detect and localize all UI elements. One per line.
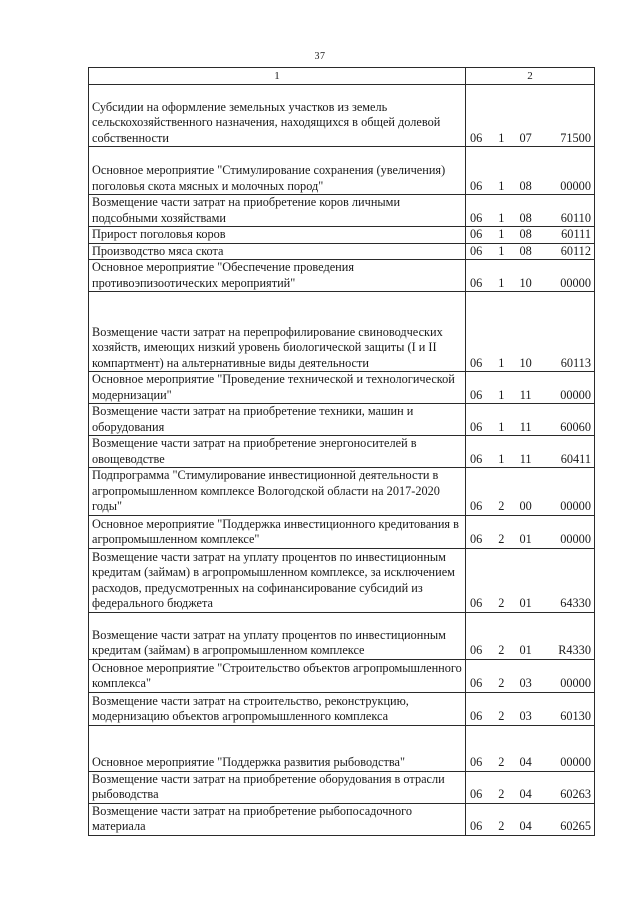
- table-row: [89, 771, 595, 803]
- code-subprogram: 1: [498, 178, 505, 193]
- code-event: 01: [519, 532, 532, 546]
- row-name: Основное мероприятие "Стимулирование сохранения (увеличения) поголовья скота мясных и молочных пород": [89, 147, 466, 195]
- code-event: 04: [519, 755, 532, 769]
- code-direction: 60111: [561, 227, 591, 241]
- code-subprogram: 1: [498, 210, 505, 225]
- code-program: 06: [470, 275, 483, 290]
- header-col-1: 1: [89, 68, 466, 85]
- code-program: 06: [470, 355, 483, 370]
- code-program: 06: [470, 178, 483, 193]
- row-name: Основное мероприятие "Строительство объектов агропромышленного комплекса": [89, 659, 466, 692]
- page-number: 37: [314, 51, 326, 62]
- row-name: Возмещение части затрат на приобретение техники, машин и оборудования: [89, 404, 466, 436]
- header-col-2: 2: [466, 68, 595, 85]
- row-code: [466, 195, 595, 227]
- classification-code: [469, 532, 591, 548]
- code-program: 06: [470, 643, 483, 657]
- table-row: [89, 468, 595, 516]
- code-direction: 00000: [560, 676, 591, 690]
- code-subprogram: 1: [498, 227, 505, 241]
- row-name: Возмещение части затрат на приобретение рыбопосадочного материала: [89, 803, 466, 835]
- code-event: 10: [519, 275, 532, 290]
- table-row: [89, 243, 595, 260]
- row-code: [466, 85, 595, 147]
- code-direction: R4330: [558, 643, 591, 657]
- classification-code: [469, 643, 591, 659]
- table-row: [89, 292, 595, 372]
- table-row: [89, 725, 595, 771]
- code-direction: 60265: [560, 819, 591, 833]
- code-subprogram: 2: [498, 787, 505, 801]
- row-code: [466, 372, 595, 404]
- classification-code: [469, 787, 591, 803]
- code-subprogram: 2: [498, 676, 505, 690]
- table-row: [89, 85, 595, 147]
- code-event: 08: [519, 227, 532, 241]
- classification-code: [469, 452, 591, 468]
- code-direction: 71500: [560, 130, 591, 145]
- code-event: 08: [519, 243, 532, 258]
- row-name: Возмещение части затрат на строительство, реконструкцию, модернизацию объектов агропромышленного комплекса: [89, 692, 466, 725]
- classification-code: [469, 244, 591, 260]
- row-code: [466, 468, 595, 516]
- code-direction: 00000: [560, 755, 591, 769]
- code-subprogram: 1: [498, 419, 505, 434]
- code-event: 04: [519, 819, 532, 833]
- code-subprogram: 1: [498, 130, 505, 145]
- code-event: 08: [519, 178, 532, 193]
- code-event: 01: [519, 643, 532, 657]
- classification-code: [469, 211, 591, 227]
- code-direction: 60112: [560, 243, 591, 258]
- row-code: [466, 436, 595, 468]
- code-program: 06: [470, 451, 483, 466]
- row-code: [466, 803, 595, 835]
- table-row: [89, 659, 595, 692]
- row-code: [466, 612, 595, 659]
- table-row: [89, 548, 595, 612]
- code-program: 06: [470, 499, 483, 513]
- row-code: [466, 771, 595, 803]
- code-event: 03: [519, 709, 532, 723]
- row-name: Возмещение части затрат на приобретение энергоносителей в овощеводстве: [89, 436, 466, 468]
- code-event: 11: [519, 451, 532, 466]
- code-subprogram: 2: [498, 709, 505, 723]
- table-row: [89, 227, 595, 244]
- classification-code: [469, 227, 591, 243]
- code-event: 11: [519, 419, 532, 434]
- row-code: [466, 725, 595, 771]
- row-code: [466, 292, 595, 372]
- classification-code: [469, 356, 591, 372]
- code-program: 06: [470, 210, 483, 225]
- row-name: Возмещение части затрат на приобретение коров личными подсобными хозяйствами: [89, 195, 466, 227]
- classification-code: [469, 709, 591, 725]
- table-row: [89, 515, 595, 548]
- code-event: 04: [519, 787, 532, 801]
- row-name: Подпрограмма "Стимулирование инвестиционной деятельности в агропромышленном комплексе Вологодской области на 2017-2020 годы": [89, 468, 466, 516]
- row-name: Возмещение части затрат на перепрофилирование свиноводческих хозяйств, имеющих низкий уровень биологической защиты (I и II компартмент) на альтернативные виды деятельности: [89, 292, 466, 372]
- code-subprogram: 1: [498, 451, 505, 466]
- code-direction: 60113: [560, 355, 591, 370]
- classification-code: [469, 596, 591, 612]
- code-subprogram: 1: [498, 243, 505, 258]
- row-name: Возмещение части затрат на уплату процентов по инвестиционным кредитам (займам) в агропромышленном комплексе, за исключением расходов, предусмотренных на софинансирование субсидий из федерального бюджета: [89, 548, 466, 612]
- classification-code: [469, 819, 591, 835]
- code-program: 06: [470, 130, 483, 145]
- code-event: 01: [519, 596, 532, 610]
- row-code: [466, 548, 595, 612]
- row-code: [466, 404, 595, 436]
- table-row: [89, 436, 595, 468]
- code-program: 06: [470, 676, 483, 690]
- code-direction: 60263: [560, 787, 591, 801]
- classification-code: [469, 131, 591, 147]
- classification-code: [469, 276, 591, 292]
- table-row: [89, 195, 595, 227]
- row-name: Основное мероприятие "Проведение технической и технологической модернизации": [89, 372, 466, 404]
- table-row: [89, 147, 595, 195]
- row-name: Прирост поголовья коров: [89, 227, 466, 244]
- code-event: 03: [519, 676, 532, 690]
- code-direction: 60060: [560, 419, 591, 434]
- code-subprogram: 2: [498, 819, 505, 833]
- code-direction: 60130: [560, 709, 591, 723]
- code-direction: 00000: [560, 387, 591, 402]
- code-direction: 00000: [560, 275, 591, 290]
- code-subprogram: 2: [498, 755, 505, 769]
- row-name: Основное мероприятие "Обеспечение проведения противоэпизоотических мероприятий": [89, 260, 466, 292]
- table-row: [89, 372, 595, 404]
- code-program: 06: [470, 787, 483, 801]
- code-direction: 60411: [560, 451, 591, 466]
- table-row: [89, 404, 595, 436]
- code-subprogram: 2: [498, 643, 505, 657]
- code-program: 06: [470, 419, 483, 434]
- code-program: 06: [470, 227, 483, 241]
- row-name: Возмещение части затрат на уплату процентов по инвестиционным кредитам (займам) в агропромышленном комплексе: [89, 612, 466, 659]
- row-code: [466, 243, 595, 260]
- row-code: [466, 260, 595, 292]
- code-program: 06: [470, 387, 483, 402]
- row-name: Возмещение части затрат на приобретение оборудования в отрасли рыбоводства: [89, 771, 466, 803]
- classification-code: [469, 179, 591, 195]
- classification-code: [469, 676, 591, 692]
- code-direction: 00000: [560, 532, 591, 546]
- code-subprogram: 2: [498, 499, 505, 513]
- code-event: 10: [519, 355, 532, 370]
- row-name: Субсидии на оформление земельных участков из земель сельскохозяйственного назначения, находящихся в общей долевой собственности: [89, 85, 466, 147]
- row-code: [466, 147, 595, 195]
- row-code: [466, 692, 595, 725]
- code-program: 06: [470, 243, 483, 258]
- table-row: [89, 612, 595, 659]
- code-direction: 00000: [560, 178, 591, 193]
- table-row: [89, 692, 595, 725]
- code-event: 07: [519, 130, 532, 145]
- code-program: 06: [470, 819, 483, 833]
- table-row: [89, 260, 595, 292]
- row-name: Производство мяса скота: [89, 243, 466, 260]
- classification-code: [469, 755, 591, 771]
- code-direction: 60110: [560, 210, 591, 225]
- code-subprogram: 2: [498, 532, 505, 546]
- code-subprogram: 1: [498, 355, 505, 370]
- row-name: Основное мероприятие "Поддержка развития рыбоводства": [89, 725, 466, 771]
- row-code: [466, 227, 595, 244]
- classification-code: [469, 420, 591, 436]
- code-subprogram: 2: [498, 596, 505, 610]
- row-name: Основное мероприятие "Поддержка инвестиционного кредитования в агропромышленном комплексе": [89, 515, 466, 548]
- code-program: 06: [470, 596, 483, 610]
- classification-code: [469, 388, 591, 404]
- table-header-row: [89, 68, 595, 85]
- code-event: 00: [519, 499, 532, 513]
- row-code: [466, 515, 595, 548]
- budget-classification-table: [88, 67, 595, 836]
- code-subprogram: 1: [498, 387, 505, 402]
- code-program: 06: [470, 532, 483, 546]
- code-subprogram: 1: [498, 275, 505, 290]
- code-event: 11: [519, 387, 532, 402]
- code-event: 08: [519, 210, 532, 225]
- code-direction: 64330: [560, 596, 591, 610]
- classification-code: [469, 499, 591, 515]
- row-code: [466, 659, 595, 692]
- code-direction: 00000: [560, 499, 591, 513]
- code-program: 06: [470, 709, 483, 723]
- code-program: 06: [470, 755, 483, 769]
- table-row: [89, 803, 595, 835]
